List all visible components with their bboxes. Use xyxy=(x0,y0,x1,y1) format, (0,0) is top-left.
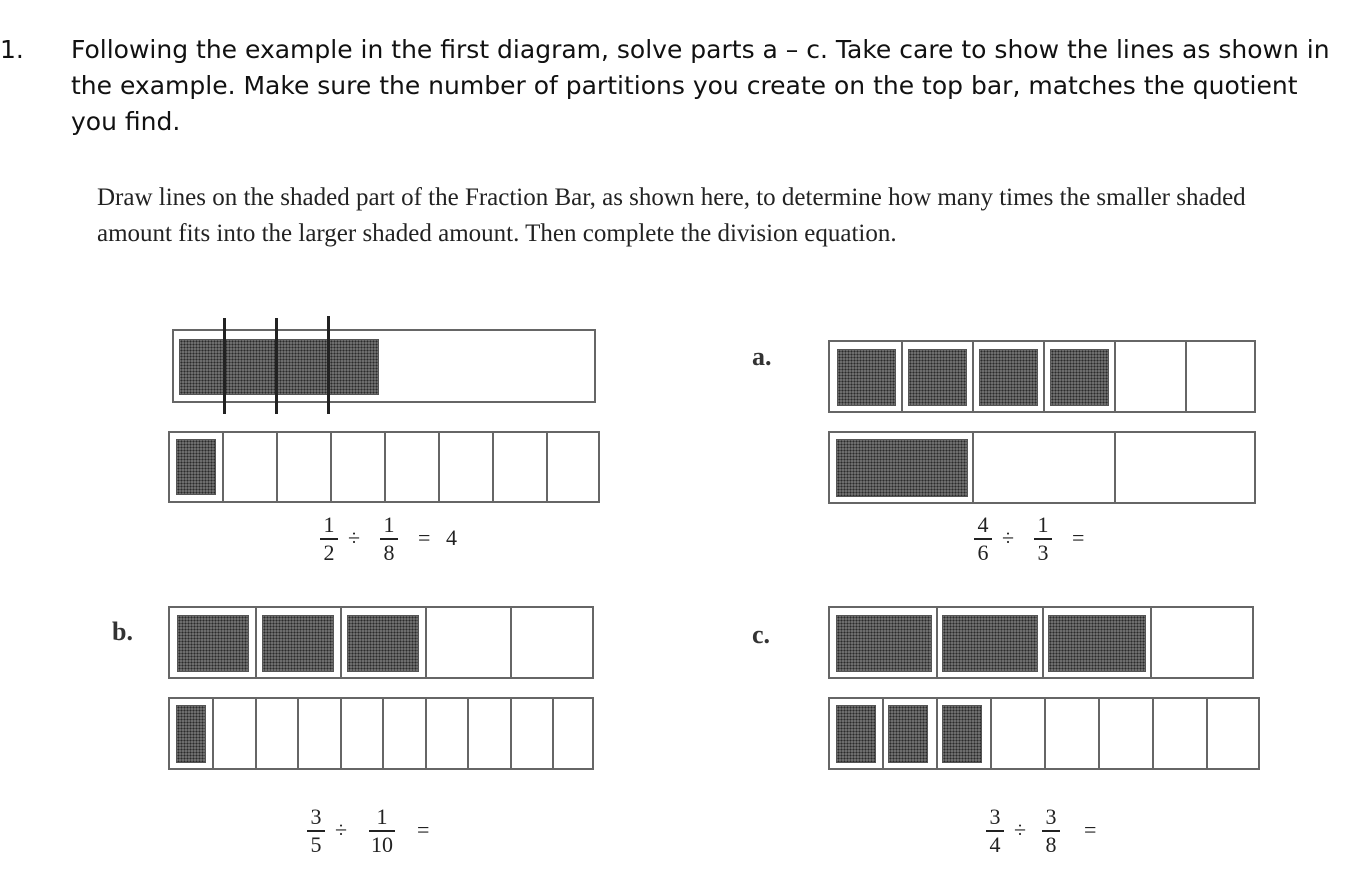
divider xyxy=(1114,433,1116,502)
divide-sign: ÷ xyxy=(1002,525,1015,550)
numerator: 3 xyxy=(310,804,322,829)
divider xyxy=(1042,608,1044,677)
divider xyxy=(438,433,440,501)
divider xyxy=(510,699,512,768)
divider xyxy=(552,699,554,768)
divider xyxy=(936,699,938,768)
fraction xyxy=(305,806,327,856)
divider xyxy=(510,608,512,677)
divider xyxy=(340,608,342,677)
divider xyxy=(936,608,938,677)
divider xyxy=(1150,608,1152,677)
shade xyxy=(1050,349,1109,406)
question-text: Following the example in the first diagram, solve parts a – c. Take care to show the lines as shown in the example. Make sure the number of partitions you create on the top bar, matches the quotient you find. xyxy=(71,35,1330,136)
numerator: 3 xyxy=(1045,804,1057,829)
divider xyxy=(425,699,427,768)
divider xyxy=(340,699,342,768)
numerator: 3 xyxy=(989,804,1001,829)
part-c-equation xyxy=(984,806,1114,866)
example-top-bar xyxy=(172,329,596,403)
denominator: 6 xyxy=(977,540,989,565)
fraction xyxy=(318,514,340,564)
denominator: 8 xyxy=(383,540,395,565)
denominator: 2 xyxy=(323,540,335,565)
fraction xyxy=(984,806,1006,856)
shade xyxy=(908,349,967,406)
numerator: 1 xyxy=(383,512,395,537)
part-b-top-bar xyxy=(168,606,594,679)
divider xyxy=(384,433,386,501)
divider xyxy=(382,699,384,768)
divider xyxy=(901,342,903,411)
divider xyxy=(1185,342,1187,411)
quotient: 4 xyxy=(446,525,457,550)
denominator: 3 xyxy=(1037,540,1049,565)
shade xyxy=(1048,615,1146,672)
divider xyxy=(330,433,332,501)
denominator: 4 xyxy=(989,832,1001,857)
example-equation xyxy=(318,514,478,574)
divider xyxy=(1114,342,1116,411)
equals-sign: = xyxy=(417,817,430,842)
shade xyxy=(836,615,932,672)
divider xyxy=(1152,699,1154,768)
example-partition-line-3 xyxy=(327,316,330,414)
example-partition-line-2 xyxy=(275,318,278,414)
shade xyxy=(942,615,1038,672)
numerator: 4 xyxy=(977,512,989,537)
instructions: Draw lines on the shaded part of the Fraction Bar, as shown here, to determine how many times the smaller shaded amount fits into the larger shaded amount. Then complete the division equation. xyxy=(97,184,1246,247)
numerator: 1 xyxy=(1037,512,1049,537)
shade xyxy=(942,705,982,763)
divide-sign: ÷ xyxy=(1014,817,1027,842)
part-c-top-bar xyxy=(828,606,1254,679)
divider xyxy=(425,608,427,677)
part-a-top-bar xyxy=(828,340,1256,413)
fraction xyxy=(367,806,397,856)
divider xyxy=(1098,699,1100,768)
divider xyxy=(1043,342,1045,411)
divider xyxy=(546,433,548,501)
part-b-label: b. xyxy=(112,617,133,646)
equals-sign: = xyxy=(1072,525,1085,550)
example-top-shade xyxy=(179,339,379,395)
equals-sign: = xyxy=(1084,817,1097,842)
part-b-equation xyxy=(305,806,445,866)
question-number: 1. xyxy=(0,35,24,64)
numerator: 1 xyxy=(323,512,335,537)
fraction xyxy=(1040,806,1062,856)
part-b-bottom-bar xyxy=(168,697,594,770)
example-bottom-shade xyxy=(176,439,216,495)
fraction xyxy=(1032,514,1054,564)
shade xyxy=(176,705,206,763)
fraction xyxy=(378,514,400,564)
part-a-label: a. xyxy=(752,342,772,371)
shade xyxy=(836,439,968,497)
shade xyxy=(177,615,249,672)
numerator: 1 xyxy=(376,804,388,829)
equals-sign: = xyxy=(418,525,431,550)
divider xyxy=(212,699,214,768)
part-c-bottom-bar xyxy=(828,697,1260,770)
divider xyxy=(1044,699,1046,768)
divide-sign: ÷ xyxy=(348,525,361,550)
shade xyxy=(262,615,334,672)
divide-sign: ÷ xyxy=(335,817,348,842)
divider xyxy=(882,699,884,768)
divider xyxy=(972,433,974,502)
fraction xyxy=(972,514,994,564)
shade xyxy=(836,705,876,763)
part-a-bottom-bar xyxy=(828,431,1256,504)
denominator: 10 xyxy=(371,832,393,857)
divider xyxy=(972,342,974,411)
example-partition-line-1 xyxy=(223,318,226,414)
denominator: 5 xyxy=(310,832,322,857)
part-a-equation xyxy=(972,514,1102,574)
divider xyxy=(467,699,469,768)
denominator: 8 xyxy=(1045,832,1057,857)
part-c-label: c. xyxy=(752,620,771,649)
divider xyxy=(222,433,224,501)
divider xyxy=(255,608,257,677)
divider xyxy=(990,699,992,768)
divider xyxy=(492,433,494,501)
example-bottom-bar xyxy=(168,431,600,503)
divider xyxy=(276,433,278,501)
shade xyxy=(979,349,1038,406)
divider xyxy=(255,699,257,768)
shade xyxy=(347,615,419,672)
shade xyxy=(837,349,896,406)
divider xyxy=(297,699,299,768)
divider xyxy=(1206,699,1208,768)
shade xyxy=(888,705,928,763)
